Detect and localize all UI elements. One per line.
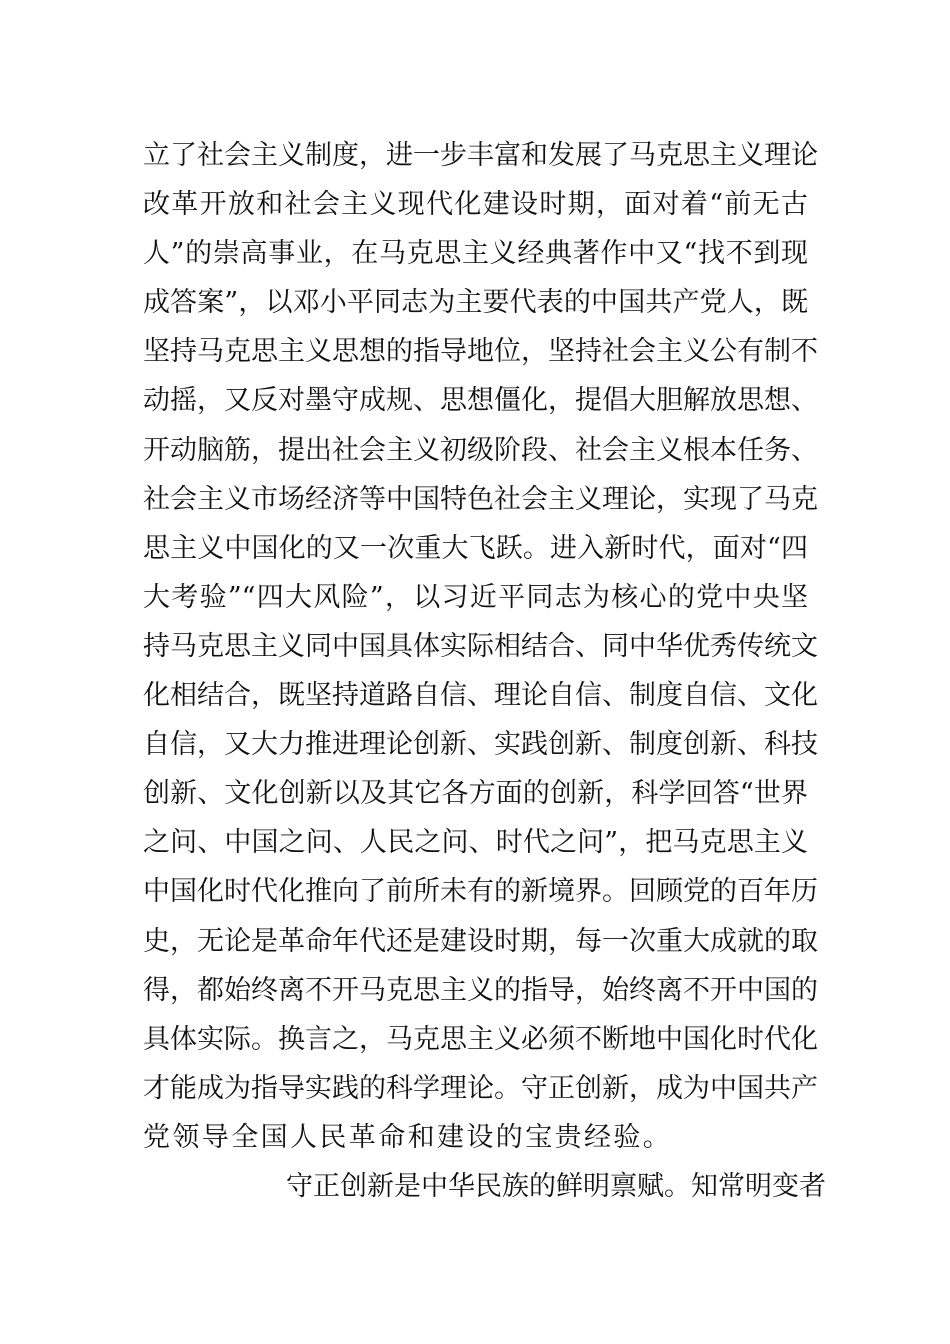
text-line: 创新、文化创新以及其它各方面的创新，科学回答“世界 — [143, 778, 808, 810]
text-line: 持马克思主义同中国具体实际相结合、同中华优秀传统文 — [143, 630, 818, 662]
text-line: 化相结合，既坚持道路自信、理论自信、制度自信、文化 — [143, 680, 818, 712]
text-line: 人”的崇高事业，在马克思主义经典著作中又“找不到现 — [143, 238, 808, 270]
body-text — [143, 131, 826, 1211]
text-line: 大考验”“四大风险”，以习近平同志为核心的党中央坚 — [143, 581, 808, 613]
text-line: 史，无论是革命年代还是建设时期，每一次重大成就的取 — [143, 925, 818, 957]
text-line: 守正创新是中华民族的鲜明禀赋。知常明变者 — [286, 1170, 826, 1202]
text-line: 中国化时代化推向了前所未有的新境界。回顾党的百年历 — [143, 876, 818, 908]
text-line: 立了社会主义制度，进一步丰富和发展了马克思主义理论 — [143, 140, 818, 171]
text-line: 才能成为指导实践的科学理论。守正创新，成为中国共产 — [143, 1072, 818, 1104]
text-line: 开动脑筋，提出社会主义初级阶段、社会主义根本任务、 — [143, 434, 818, 466]
text-line: 改革开放和社会主义现代化建设时期，面对着“前无古 — [143, 189, 808, 221]
text-line: 坚持马克思主义思想的指导地位，坚持社会主义公有制不 — [143, 336, 818, 368]
text-line: 得，都始终离不开马克思主义的指导，始终离不开中国的 — [143, 974, 818, 1006]
text-line: 党领导全国人民革命和建设的宝贵经验。 — [143, 1121, 673, 1153]
paragraph — [143, 131, 818, 1162]
text-line: 自信，又大力推进理论创新、实践创新、制度创新、科技 — [143, 729, 818, 761]
text-line: 社会主义市场经济等中国特色社会主义理论，实现了马克 — [143, 483, 818, 515]
text-line: 思主义中国化的又一次重大飞跃。进入新时代，面对“四 — [143, 532, 808, 564]
text-line: 成答案”，以邓小平同志为主要代表的中国共产党人，既 — [143, 287, 808, 319]
text-line: 之问、中国之问、人民之问、时代之问”，把马克思主义 — [143, 827, 808, 859]
paragraph — [143, 1162, 826, 1211]
text-line: 动摇，又反对墨守成规、思想僵化，提倡大胆解放思想、 — [143, 385, 818, 417]
text-line: 具体实际。换言之，马克思主义必须不断地中国化时代化 — [143, 1023, 818, 1055]
